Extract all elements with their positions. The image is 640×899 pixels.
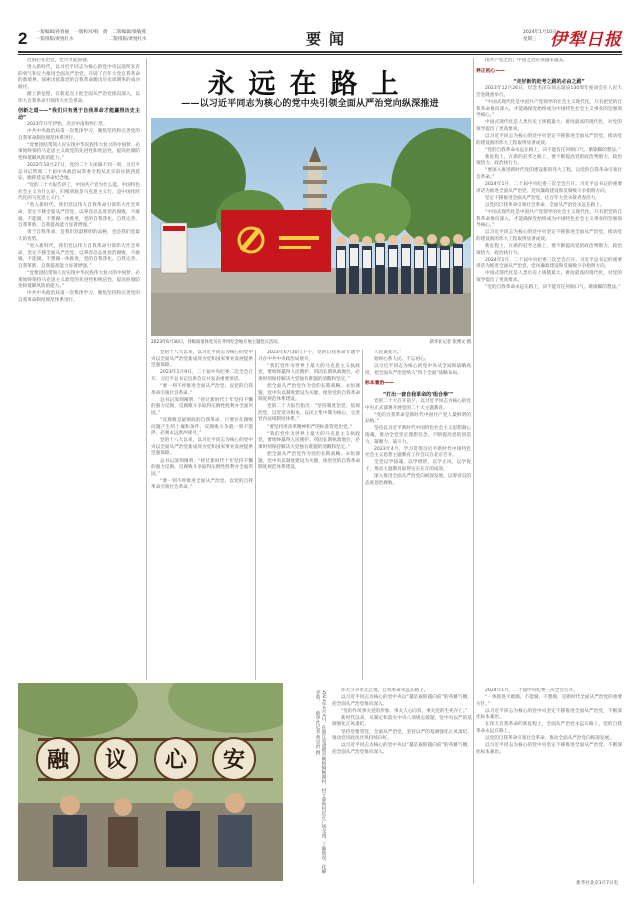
middle-column-3 [365,350,471,690]
paragraph: 坚持党要管党、全面从严治党，坚持以严的基调强化正风肃纪，推动党风政风社风持续向好。 [332,729,472,742]
caption-text: 2023年6月30日，县级离退休党员在齐河纪念地开展主题党日活动。 [151,340,282,345]
main-headline: 永远在路上 [207,69,413,100]
paragraph: 伟大斗争永无止境，自我革命永远在路上。 [341,688,429,693]
village-meeting-illustration [18,683,283,881]
paragraph: “我们党作为世界上最大的马克思主义执政党，要始终赢得人民拥护、巩固长期执政地位，必须时刻保持解决大党独有难题的清醒和坚定。” [258,363,360,382]
paragraph: “要坚持用改革精神和严的标准管党治党。” [267,424,353,430]
paragraph: 以习近平同志为核心的党中央坚定不移推进全面从严治党，推动党的建设新的伟大工程取得显著成效。 [476,230,622,242]
section-title: “打出一套自我革命的‘组合拳’” [382,391,454,398]
paragraph: 以习近平同志为核心的党中央坚定不移推进全面从严治党，不断深化标本兼治。 [476,743,622,755]
paragraph: “反腐败是最彻底的自我革命。只要存在腐败问题产生的土壤和条件，反腐败斗争就一刻不能停，必须永远吹冲锋号。” [151,417,253,437]
masthead [18,27,622,51]
paragraph: 在伟大自我革命的新征程上，全面从严治党永远在路上，党的自我革命永远在路上。 [476,722,622,735]
paragraph: “要一刻不停推进全面从严治党，以党的自我革命引领社会革命。” [151,478,253,491]
paragraph: 新时代以来，从制定和落实中央八项规定破题，党中央以严的基调强化正风肃纪。 [332,715,472,728]
issue-date: 2024年1月10日 [523,30,557,35]
column-divider [146,58,147,680]
middle-column-1 [151,350,253,680]
paragraph: 2023年12月26日，纪念毛泽东同志诞辰130周年座谈会在人民大会堂隆重举行。 [476,86,622,98]
paragraph: 中国式现代化是人类历史上规模最大、难度最高的现代化，对党的领导提出了更高要求。 [476,271,622,283]
paragraph: “党的二十大报告讲了，中国共产党为什么能，中国特色社会主义为什么好，归根到底是马克思主义行，是中国化时代化的马克思主义行。” [18,183,140,202]
editor-credit: 一版排版/黄悦红水 [36,36,74,42]
paragraph: 以习近平同志为核心的党中央以“越是艰险越向前”的英雄气概，把全面从严治党推向深入。 [332,695,472,707]
paragraph: 党的十八大以来，以习近平同志为核心的党中央以全面从严治党新成效为党和国家事业发展提供坚强保障。 [151,350,253,369]
paragraph: 中共中央政治局第一次集体学习，聚焦坚持和完善党的自我革命制度规范体系进行。 [18,291,140,303]
sign-char: 融 [46,747,70,773]
paragraph: 党的十八大以来，以习近平同志为核心的党中央以全面从严治党新成效为党和国家事业发展提供坚强保障。 [151,438,253,457]
paragraph: 国共产党之治，中国之治必须越来越美。 [485,58,568,63]
paragraph: 2023年4月，学习贯彻习近平新时代中国特色社会主义思想主题教育工作会议在北京召开。 [365,446,471,459]
paragraph: 新征程上，在新的赶考之路上，要不断提高党的政治判断力、政治领悟力、政治执行力。 [476,243,622,256]
section-label: 养正初心—— [476,68,505,74]
paragraph: 始终心系人民、不忘初心。 [374,357,430,363]
paragraph: 2024年1月，二十届中央纪委三次全会召开。习近平总书记的重要讲话为推进全面从严治党、党风廉政建设和反腐败斗争指明方向。 [476,257,622,270]
caption-text: 2023年2月3日，在浙江省诸暨市枫桥镇枫源村，村干部和村民在广场交流，了解情况、化解矛盾。 [315,690,326,874]
paragraph: “中国式现代化是中国共产党领导的社会主义现代化。只有把党的自我革命推向深入，才能确保党始终成为中国特色社会主义事业的坚强领导核心。” [476,209,622,229]
paragraph: 勇于自我革命，是我们党最鲜明的品格，也是我们党最大的优势。 [18,230,140,242]
column-divider [255,350,256,680]
article-dateline: 新华社北京1月7日电 [576,881,618,886]
paragraph: “党的自我革命是新时代中国共产党人最鲜明的品格。” [365,412,471,425]
paragraph: “党要团结带领人民实现中华民族伟大复兴的中国梦，必须始终保持马克思主义政党的先进性和纯洁性，提高拒腐防变和抵御风险的能力。” [18,142,140,161]
main-photo [151,118,471,336]
newspaper-logo: 伊犁日报 [550,30,622,50]
section-title: “走好新的赶考之路的必由之路” [513,79,585,86]
bottom-column-2 [476,688,622,884]
left-column [18,58,140,680]
sign-char: 安 [222,747,246,773]
paragraph: “党的自我革命永远在路上，决不能有任何喘口气、歇歇脚的想法。” [485,285,621,290]
paragraph: 以党的自我革命引领社会革命，全面从严治党永远在路上。 [485,202,605,208]
issue-weekday: 星期三 [523,36,537,42]
paragraph: 治国必先治党，党兴才能国强。 [27,58,92,63]
paragraph: “党的自我革命永远在路上，决不能有任何喘口气、歇歇脚的想法。” [485,147,621,153]
bottom-photo [18,683,283,881]
paragraph: 以党的自我革命引领社会革命，推动全面从严治党向纵深发展。 [485,736,614,742]
page-number: 2 [18,29,28,48]
paragraph: “要一刻不停推进全面从严治党，以党的自我革命引领社会革命。” [151,383,253,396]
paragraph: 踏上新征程，在新起点上把全面从严治党推向深入，以伟大自我革命引领伟大社会革命。 [18,91,140,104]
paragraph: 坚持以习近平新时代中国特色社会主义思想凝心铸魂，推动全党坚定理想信念，不断提高党的创造力、凝聚力、战斗力。 [365,426,471,445]
paragraph: “中国式现代化是中国共产党领导的社会主义现代化。只有把党的自我革命推向深入，才能确保党始终成为中国特色社会主义事业的坚强领导核心。” [476,99,622,119]
paragraph: “进入新时代，我们党以伟大自我革命引领伟大社会革命，坚定不移全面从严治党，以零容忍态度惩治腐败，不敢腐、不能腐、不想腐一体推进，党的自我净化、自我完善、自我革新、自我提高能力显著增强。” [18,203,140,229]
paragraph: “党要团结带领人民实现中华民族伟大复兴的中国梦，必须始终保持马克思主义政党的先进性和纯洁性，提高拒腐防变和抵御风险的能力。” [18,270,140,290]
sign-char: 议 [104,747,128,773]
group-photo-illustration [151,118,471,336]
paragraph: 总书记深刻阐明：“经过新时代十年坚持不懈的强力反腐，反腐败斗争取得压倒性胜利并全面巩固。” [151,458,253,477]
paragraph: 以习近平同志为核心的党中央以“越是艰险越向前”的英雄气概，把全面从严治党推向深入。 [332,743,472,755]
paragraph: 坚定不移推进全面从严治党，让百年大党永葆青春活力。 [485,195,600,201]
paragraph: 人民谋复兴。” [374,350,402,355]
paragraph: 以习近平同志为核心的党中央坚定不移推进全面从严治党，推动党的建设新的伟大工程取得显著成效。 [476,133,622,146]
paragraph: 以习近平同志为核心的党中央坚定不移推进全面从严治党，不断深化标本兼治。 [476,708,622,721]
editor-credits [36,30,196,43]
paragraph: 进入新时代，以习近平同志为核心的党中央以前所未有的勇气和定力推进全面从严治党，开辟了百年大党自我革命的新境界。探索出依靠党的自我革命跳出历史周期率的成功路径。 [18,65,140,90]
paragraph: 2023年6月30日下午，党的自我革命专题学习在中共中央政治局展开。 [258,350,360,362]
sign-char: 心 [164,747,188,773]
section-label: 标本兼治—— [365,381,394,387]
paragraph: 把全面从严治党作为党的长期战略、永恒课题，党中央以制度建设为关键，推进党的自我革命制度规范体系建设。 [258,383,360,403]
paragraph: 中共中央政治局第一次集体学习，聚焦坚持和完善党的自我革命制度规范体系进行。 [18,128,140,141]
column-divider [362,350,363,680]
paragraph: “要深入推进新时代党的建设新的伟大工程，以党的自我革命引领社会革命。” [476,168,622,180]
paragraph: 2022年10月27日，党的二十大闭幕不到一周，习近平总书记带领二十届中央政治局常委专程从北京前往陕西延安，瞻仰延安革命纪念地。 [18,162,140,182]
column-divider [473,58,474,884]
subsection-heading: 创新之道——“我们只有勇于自我革命才能赢得历史主动” [18,108,140,121]
editor-credit: 二版编辑/梁敏燕 [112,30,146,35]
paragraph: 全党以学铸魂、以学增智、以学正风、以学促干，推动主题教育取得实实在在的成效。 [365,460,471,472]
main-photo-caption [151,339,471,345]
paragraph: 新征程上，在新的赶考之路上，要不断提高党的政治判断力、政治领悟力、政治执行力。 [476,154,622,167]
party-flag-board [221,210,331,272]
photo-credit: 新华社记者 黄宗治 摄 [315,710,320,755]
paragraph: “进入新时代，我们党以伟大自我革命引领伟大社会革命，坚定不移全面从严治党，以零容忍态度惩治腐败，不敢腐、不能腐、不想腐一体推进，党的自我净化、自我完善、自我革新、自我提高能力显著增强。” [18,244,140,269]
editor-credit: 二版排版/黄悦红水 [108,36,147,42]
paragraph: “党的作风事关党的形象、事关人心向背、事关党的生死存亡。” [341,708,468,714]
paragraph: 2024年1月，二十届中央纪委三次全会召开。 [485,688,578,693]
section-name: 要闻 [306,30,353,48]
right-column [476,58,622,688]
sub-headline: ——以习近平同志为核心的党中央引领全面从严治党向纵深推进 [181,99,439,109]
paragraph: “一体推进不敢腐、不能腐、不想腐，是新时代全面从严治党的重要方针。” [476,695,622,707]
photo-credit: 新华社记者 张博文 摄 [429,340,471,345]
masthead-rule [18,51,622,53]
bottom-photo-caption [290,690,326,875]
bottom-column-1 [332,688,472,884]
paragraph: “我们党作为世界上最大的马克思主义执政党，要始终赢得人民拥护、巩固长期执政地位，必须时刻保持解决大党独有难题的清醒和坚定。” [258,431,360,450]
middle-column-2 [258,350,360,680]
paragraph: 把全面从严治党作为党的长期战略、永恒课题，党中央以制度建设为关键，推进党的自我革命制度规范体系建设。 [258,451,360,471]
editor-credit: 一版校对/韩 倩 [74,30,108,35]
editor-credit: 一版编辑/孙春丽 [36,30,70,35]
paragraph: 深入推进全面从严治党向纵深发展，以零容忍的态度惩治腐败。 [365,474,471,486]
paragraph: 2023年开年伊始，北京中南海怀仁堂。 [27,121,108,127]
paragraph: 党的二十大召开前夕，以习近平同志为核心的党中央正式部署开展党的二十大主题教育。 [365,399,471,411]
paragraph: 党的二十大报告指出：“坚持制度治党、依规治党，以党章为根本，以民主集中制为核心，完善党内法规制度体系。” [258,404,360,423]
paragraph: 总书记深刻阐明：“经过新时代十年坚持不懈的强力反腐，反腐败斗争取得压倒性胜利并全面巩固。” [151,397,253,416]
paragraph: 2024年1月，二十届中央纪委三次全会召开。习近平总书记的重要讲话为推进全面从严治党、党风廉政建设和反腐败斗争指明方向。 [476,182,622,194]
paragraph: 2023年1月9日，二十届中央纪委二次全会召开。习近平总书记出席会议并发表重要讲话。 [151,370,253,382]
paragraph: 中国式现代化是人类历史上规模最大、难度最高的现代化，对党的领导提出了更高要求。 [476,120,622,132]
masthead-rule-thin [18,54,622,55]
paragraph: 以习近平同志为核心的党中央从全局和战略高度，把全面从严治党纳入“四个全面”战略布局。 [365,364,471,376]
